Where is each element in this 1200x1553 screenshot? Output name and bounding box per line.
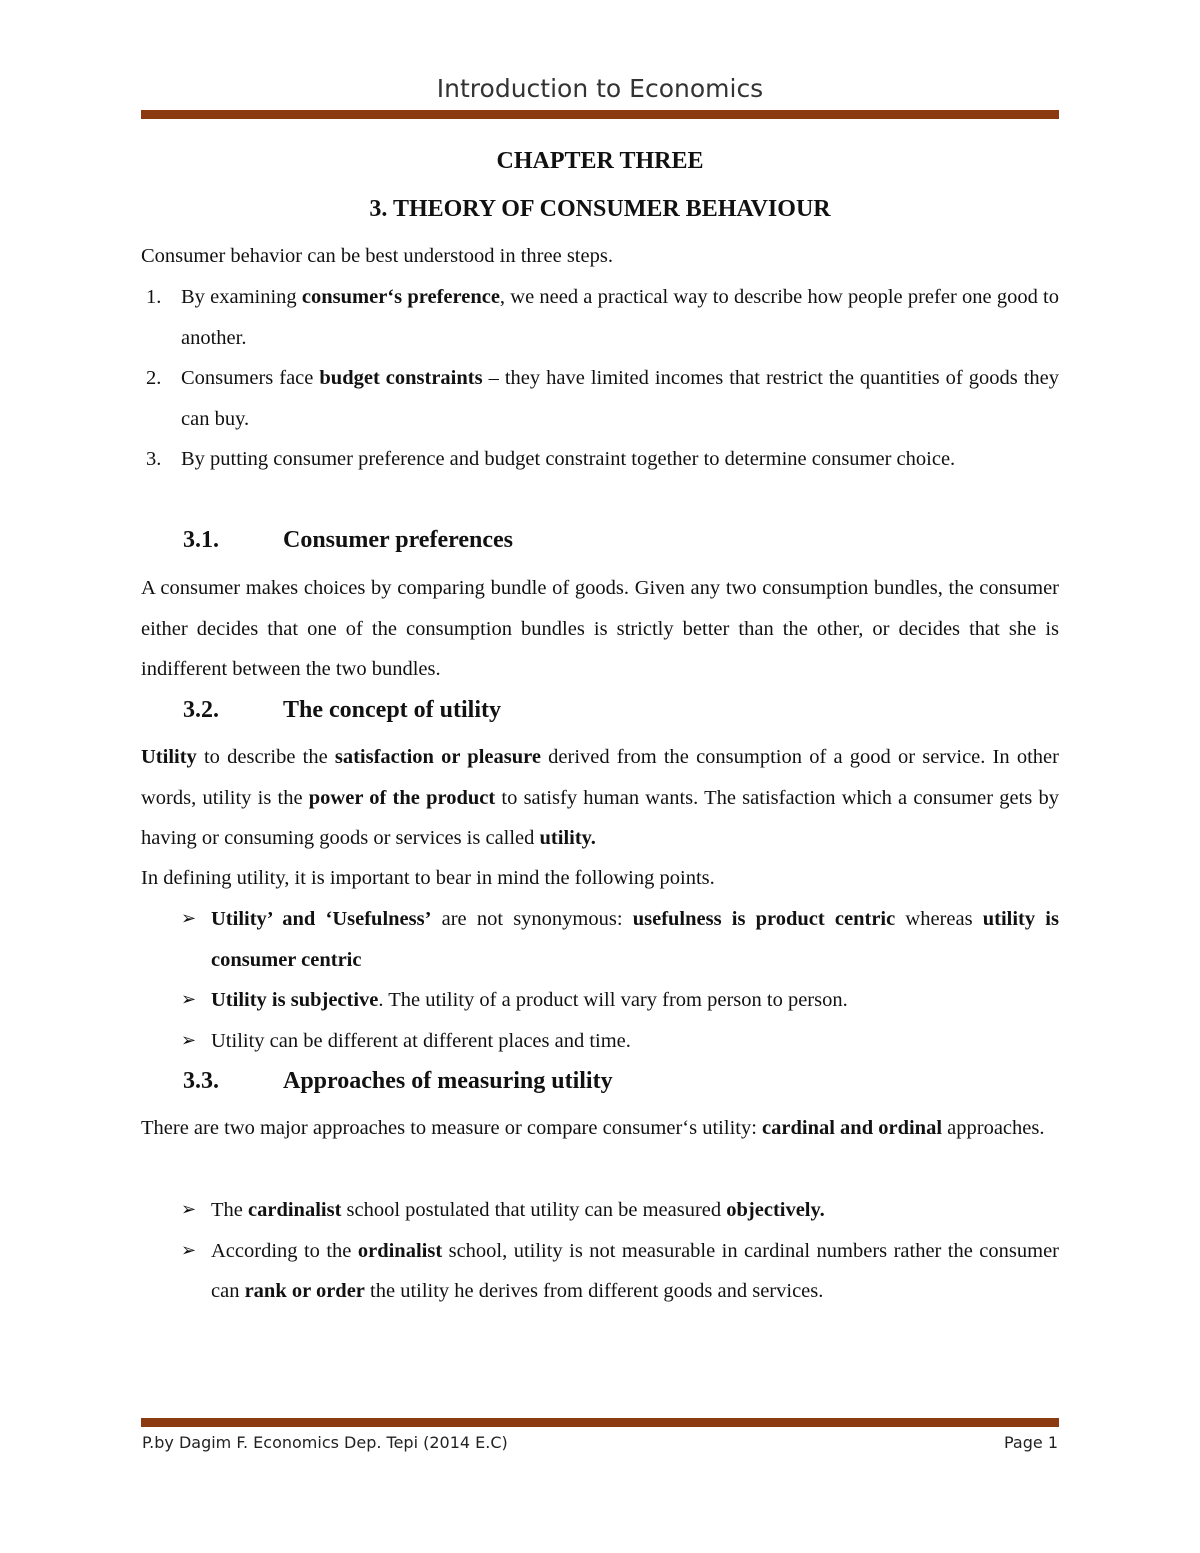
chapter-intro: Consumer behavior can be best understood in three steps. (141, 245, 613, 267)
section-heading-3-2 (183, 697, 501, 724)
list-item (141, 439, 1059, 480)
text-run: are not synonymous: (431, 908, 633, 930)
section-heading-3-3 (183, 1068, 613, 1095)
section-3-3-paragraph (141, 1108, 1059, 1149)
page-number: Page 1 (1004, 1433, 1058, 1452)
bold-term: power of the product (308, 786, 496, 809)
text-run: the utility he derives from different goods and services. (364, 1280, 824, 1302)
text-run: The (211, 1199, 248, 1221)
bold-term: rank or order (244, 1280, 365, 1302)
section-title: Approaches of measuring utility (283, 1068, 613, 1094)
list-number: 3. (146, 448, 162, 470)
arrowhead-bullet-icon: ➢ (181, 1029, 197, 1051)
bold-term: Utility is subjective (211, 989, 379, 1011)
section-3-2-paragraph (141, 737, 1059, 859)
list-item (183, 1231, 1059, 1312)
step-bold: budget constraints (319, 367, 483, 389)
text-run: whereas (895, 908, 983, 930)
text-run: to describe the (196, 746, 335, 768)
step-text: – they have limited incomes that restrict the quantities of goods they can buy. (181, 367, 1059, 430)
bold-term: ordinalist (357, 1239, 443, 1262)
text-run: school postulated that utility can be measured (341, 1199, 727, 1221)
list-item (141, 358, 1059, 439)
arrowhead-bullet-icon: ➢ (181, 1239, 197, 1261)
list-number: 1. (146, 286, 162, 308)
list-item (183, 1021, 1059, 1062)
list-item (183, 899, 1059, 980)
list-item (183, 980, 1059, 1021)
text-run: . The utility of a product will vary from person to person. (378, 989, 848, 1011)
bold-term: Utility (141, 746, 197, 768)
utility-bullets (183, 899, 1059, 1061)
arrowhead-bullet-icon: ➢ (181, 1199, 197, 1220)
bold-term: usefulness is product centric (632, 908, 896, 930)
step-text: By putting consumer preference and budget constraint together to determine consumer choice. (181, 448, 956, 470)
text-run: school, utility is not measurable in cardinal numbers rather the consumer can (211, 1239, 1059, 1302)
text-run: According to the (211, 1239, 358, 1262)
list-number: 2. (146, 367, 162, 389)
bold-term: utility is consumer centric (211, 908, 1059, 971)
text-run: derived from the consumption of a good or service. In other words, utility is the (141, 746, 1059, 809)
running-header: Introduction to Economics (436, 74, 764, 103)
text-run: Utility can be different at different places and time. (211, 1029, 631, 1052)
approach-bullets (183, 1190, 1059, 1312)
header-rule (141, 110, 1059, 119)
text-run: There are two major approaches to measure or compare consumer‘s utility: (141, 1117, 763, 1139)
steps-list (141, 277, 1059, 480)
bold-term: cardinalist (248, 1199, 342, 1221)
text-run: approaches. (942, 1117, 1045, 1139)
step-bold: consumer‘s preference (301, 286, 500, 308)
step-text: , we need a practical way to describe how people prefer one good to another. (181, 286, 1059, 349)
chapter-label: CHAPTER THREE (496, 148, 704, 174)
bold-term: utility. (539, 827, 596, 849)
section-number: 3.1. (183, 527, 219, 553)
section-title: Consumer preferences (283, 527, 513, 553)
arrowhead-bullet-icon: ➢ (181, 908, 197, 929)
footer-rule (141, 1418, 1059, 1427)
chapter-title: 3. THEORY OF CONSUMER BEHAVIOUR (369, 196, 831, 222)
list-item (183, 1190, 1059, 1231)
bold-term: satisfaction or pleasure (334, 746, 541, 768)
section-number: 3.3. (183, 1068, 219, 1094)
list-item (141, 277, 1059, 358)
section-title: The concept of utility (283, 697, 501, 723)
section-heading-3-1 (183, 527, 513, 554)
section-3-2-lead-in: In defining utility, it is important to bear in mind the following points. (141, 867, 715, 889)
section-3-1-text: A consumer makes choices by comparing bundle of goods. Given any two consumption bundles, the consumer either decides that one of the consumption bundles is strictly better than the other, or decides that she is indifferent between the two bundles. (141, 577, 1059, 680)
bold-term: Utility’ and ‘Usefulness’ (211, 908, 432, 930)
step-text: Consumers face (181, 367, 320, 389)
bold-term: cardinal and ordinal (762, 1117, 943, 1139)
footer-credit: P.by Dagim F. Economics Dep. Tepi (2014 E.C) (142, 1433, 508, 1452)
step-text: By examining (181, 286, 302, 308)
bold-term: objectively. (726, 1199, 825, 1221)
arrowhead-bullet-icon: ➢ (181, 989, 197, 1010)
section-number: 3.2. (183, 697, 219, 723)
text-run: to satisfy human wants. The satisfaction which a consumer gets by having or consuming goods or services is called (141, 786, 1059, 849)
